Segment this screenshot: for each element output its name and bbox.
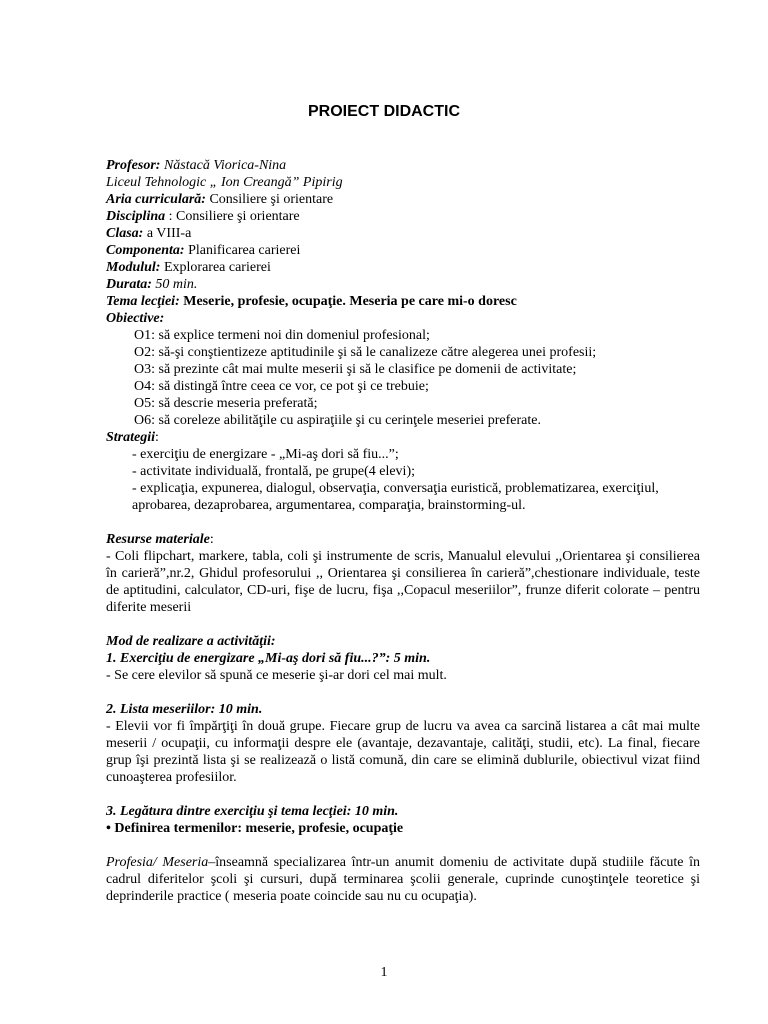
aria-value: Consiliere şi orientare — [209, 192, 334, 207]
profesor-label: Profesor: — [106, 158, 161, 173]
objective-item: O5: să descrie meseria preferată; — [134, 396, 318, 411]
resources-label: Resurse materiale — [106, 532, 210, 547]
definition-paragraph — [106, 854, 700, 905]
clasa-line — [106, 225, 700, 242]
strategy-item: - exerciţiu de energizare - „Mi-aş dori să fiu...”; — [132, 447, 399, 462]
objective-item: O2: să-şi conştientizeze aptitudinile şi să le canalizeze către alegerea unei profesii; — [134, 345, 597, 360]
definition-term: Profesia/ Meseria — [106, 855, 209, 870]
definition-text: –înseamnă specializarea într-un anumit domeniu de activitate după studiile făcute în cadrul diferitelor şcoli şi cursuri, după terminarea şcolii generale, cuprinde cunoştinţele teoretice şi deprinderile practice ( meseria poate coincide sau nu cu ocupaţia). — [106, 855, 700, 904]
componenta-label: Componenta: — [106, 243, 185, 258]
objectives-label: Obiective: — [106, 311, 165, 326]
resources-heading — [106, 531, 700, 548]
section-heading: 2. Lista meseriilor: 10 min. — [106, 702, 263, 717]
objective-item: O1: să explice termeni noi din domeniul profesional; — [134, 328, 430, 343]
disciplina-line — [106, 208, 700, 225]
objective-item: O4: să distingă între ceea ce vor, ce pot şi ce trebuie; — [134, 379, 429, 394]
tema-value: Meserie, profesie, ocupaţie. Meseria pe care mi-o doresc — [183, 294, 517, 309]
strategies-heading — [106, 429, 700, 446]
mode-label: Mod de realizare a activităţii: — [106, 634, 276, 649]
resources-label-suffix: : — [209, 532, 214, 547]
modulul-value: Explorarea carierei — [163, 260, 271, 275]
strategy-item: - activitate individuală, frontală, pe grupe(4 elevi); — [132, 464, 415, 479]
resources-text: - Coli flipchart, markere, tabla, coli şi instrumente de scris, Manualul elevului ,,Orientarea şi consilierea în carieră”,nr.2, Ghidul profesorului ,, Orientarea şi consilierea în carieră”,chestionare individuale, teste de aptitudini, calculator, CD-uri, fişe de lucru, fişa ,,Copacul meseriilor”, frunze diferit colorate – pentru diferite meserii — [106, 549, 700, 615]
aria-line — [106, 191, 700, 208]
strategies-label: Strategii — [106, 430, 156, 445]
document-body — [106, 157, 700, 905]
strategies-label-suffix: : — [155, 430, 159, 445]
modulul-label: Modulul: — [106, 260, 161, 275]
spacer — [106, 684, 700, 701]
aria-label: Aria curriculară: — [106, 192, 206, 207]
spacer — [106, 786, 700, 803]
objective-item: O6: să coreleze abilităţile cu aspiraţiile şi cu cerinţele meseriei preferate. — [134, 413, 541, 428]
school-line: Liceul Tehnologic „ Ion Creangă” Pipirig — [106, 175, 343, 190]
modulul-line — [106, 259, 700, 276]
componenta-value: Planificarea carierei — [188, 243, 301, 258]
profesor-line — [106, 157, 700, 174]
section-heading: 1. Exerciţiu de energizare „Mi-aş dori să fiu...?”: 5 min. — [106, 651, 431, 666]
durata-label: Durata: — [106, 277, 152, 292]
clasa-label: Clasa: — [106, 226, 144, 241]
spacer — [106, 616, 700, 633]
strategy-item: - explicaţia, expunerea, dialogul, observaţia, conversaţia euristică, problematizarea, exerciţiul, aprobarea, dezaprobarea, argumentarea, comparaţia, brainstorming-ul. — [132, 481, 659, 513]
clasa-value: a VIII-a — [146, 226, 192, 241]
section-heading: 3. Legătura dintre exerciţiu şi tema lecţiei: 10 min. — [106, 804, 399, 819]
spacer — [106, 837, 700, 854]
durata-value: 50 min. — [155, 277, 198, 292]
section-bullet: • Definirea termenilor: meserie, profesie, ocupaţie — [106, 821, 404, 836]
section-text: - Se cere elevilor să spună ce meserie şi-ar dori cel mai mult. — [106, 668, 447, 683]
tema-line — [106, 293, 700, 310]
objective-item: O3: să prezinte cât mai multe meserii şi să le clasifice pe domenii de activitate; — [134, 362, 577, 377]
profesor-value: Năstacă Viorica-Nina — [163, 158, 287, 173]
tema-label: Tema lecţiei: — [106, 294, 180, 309]
disciplina-label: Disciplina — [106, 209, 166, 224]
page-number: 1 — [380, 965, 388, 980]
section-text: - Elevii vor fi împărţiţi în două grupe. Fiecare grup de lucru va avea ca sarcină listarea a cât mai multe meserii / ocupaţii, cu informaţii despre ele (avantaje, dezavantaje, calităţi, studii, etc). La final, fiecare grup îşi prezintă lista şi se realizează o listă comună, din care se elimină dublurile, obiectivul vizat fiind cunoaşterea profesiilor. — [106, 719, 700, 785]
disciplina-value: : Consiliere şi orientare — [168, 209, 300, 224]
document-title: PROIECT DIDACTIC — [308, 103, 460, 120]
spacer — [106, 514, 700, 531]
durata-line — [106, 276, 700, 293]
componenta-line — [106, 242, 700, 259]
